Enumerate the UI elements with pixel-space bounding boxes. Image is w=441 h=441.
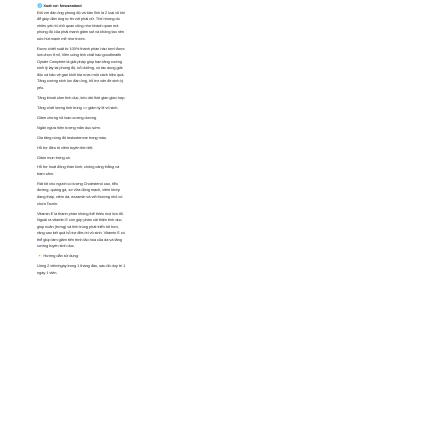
- benefits-intro-line: Oyster Complete là giải pháp giúp bạn tăng cường: [37, 58, 122, 64]
- intro-paragraph: [37, 10, 435, 43]
- benefits-intro-line: Tăng cường sinh lực đàn ông, hỗ trợ vấn đề sinh lý: [37, 78, 124, 84]
- benefit-line: trầm cảm.: [37, 171, 54, 176]
- benefits-intro-paragraph: [37, 46, 435, 92]
- benefit-item: [37, 211, 435, 250]
- benefit-line: Gia tăng nồng độ testosterone trong máu.: [37, 134, 108, 140]
- benefits-intro-line: yếu.: [37, 84, 45, 90]
- benefit-line: đang thấp, viêm da, eczamin và vết thương nhỏ có: [37, 194, 123, 200]
- benefit-line: răng cao kết quả hỗ trợ điều trị vô sinh. Vitamin E có: [37, 230, 125, 236]
- benefit-line: Giảm mụn trứng cá.: [37, 154, 71, 160]
- benefit-line: Hỗ trợ điều trị viêm tuyến tiền liệt.: [37, 144, 94, 150]
- benefits-intro-line: lựa chọn tỉ mỉ, Viên uống tinh chất hàu goodhealth: [37, 52, 122, 58]
- usage-line: Uống 2 viên/ngày trong 1 tháng đầu, sau đó duy trì 1: [37, 263, 126, 269]
- benefit-line: đường, quáng gà, xơ vữa động mạch, viêm khớp: [37, 187, 120, 193]
- benefit-item: [37, 181, 435, 207]
- usage-heading-text: Hướng dẫn sử dụng:: [43, 253, 79, 259]
- benefit-line: chứa Taurin.: [37, 200, 58, 206]
- benefit-line: Vitamin E là thành phần không thể thiếu mọi lứa tổi.: [37, 210, 124, 216]
- benefit-line: Ngăn ngừa hiện tượng mãn dục sớm.: [37, 124, 101, 130]
- benefit-line: thể giúp làm giảm tiến trình lão hóa của da và tăng: [37, 236, 122, 242]
- benefits-intro-line: sinh lý lấy lại phong độ, bổ dưỡng, có tác dụng giải: [37, 65, 123, 71]
- intro-line: phong độ của phái mạnh giảm sút và không tạo nên: [37, 29, 125, 35]
- intro-line: nhiều yếu tố chủ quan cũng như khách quan mà: [37, 22, 119, 28]
- benefit-item: [37, 164, 435, 177]
- benefit-line: Giảm chứng rối loạn cương dương.: [37, 114, 97, 120]
- benefit-line: Rất tốt cho người có lượng Cholesterol cao, tiểu: [37, 180, 119, 186]
- benefit-line: Tăng khoái cảm tình dục, kéo dài thời gian giao hợp.: [37, 94, 126, 100]
- intro-line: Đối với đàn ông phong độ và bản lĩnh là 2 loại vũ khí: [37, 9, 126, 15]
- intro-line: sức hút mạnh mẽ như trước.: [37, 35, 86, 41]
- origin-text: Xuất xứ: Newzealand: [43, 3, 82, 8]
- usage-paragraph: [37, 263, 435, 276]
- benefit-line: Tăng chất lượng tinh trùng => giảm tỷ lệ vô sinh.: [37, 104, 119, 110]
- benefits-intro-line: Được chiết xuất từ 100% thành phần hàu tươi được: [37, 45, 125, 51]
- globe-icon: 🌐: [37, 3, 43, 9]
- benefit-line: Hỗ trợ hoạt động thần kinh, chống căng thẳng và: [37, 164, 120, 170]
- benefits-intro-line: độc và bảo vệ gan khỏi bia rượu một cách hiệu quả.: [37, 71, 125, 77]
- benefit-line: giúp noãn (trứng) và tinh trùng phát triển tốt hơn,: [37, 223, 119, 229]
- orange-diamond-icon: 🔸: [37, 253, 43, 259]
- usage-line: ngày 1 viên.: [37, 269, 58, 275]
- benefit-line: Ngoài ra vitamin E còn góp phần cải thiện tình dục,: [37, 217, 123, 223]
- benefit-line: cường tuyến sinh dục.: [37, 243, 75, 249]
- intro-line: để giúp đàn ông tự tin với phái nữ. Thế nhưng do: [37, 16, 120, 22]
